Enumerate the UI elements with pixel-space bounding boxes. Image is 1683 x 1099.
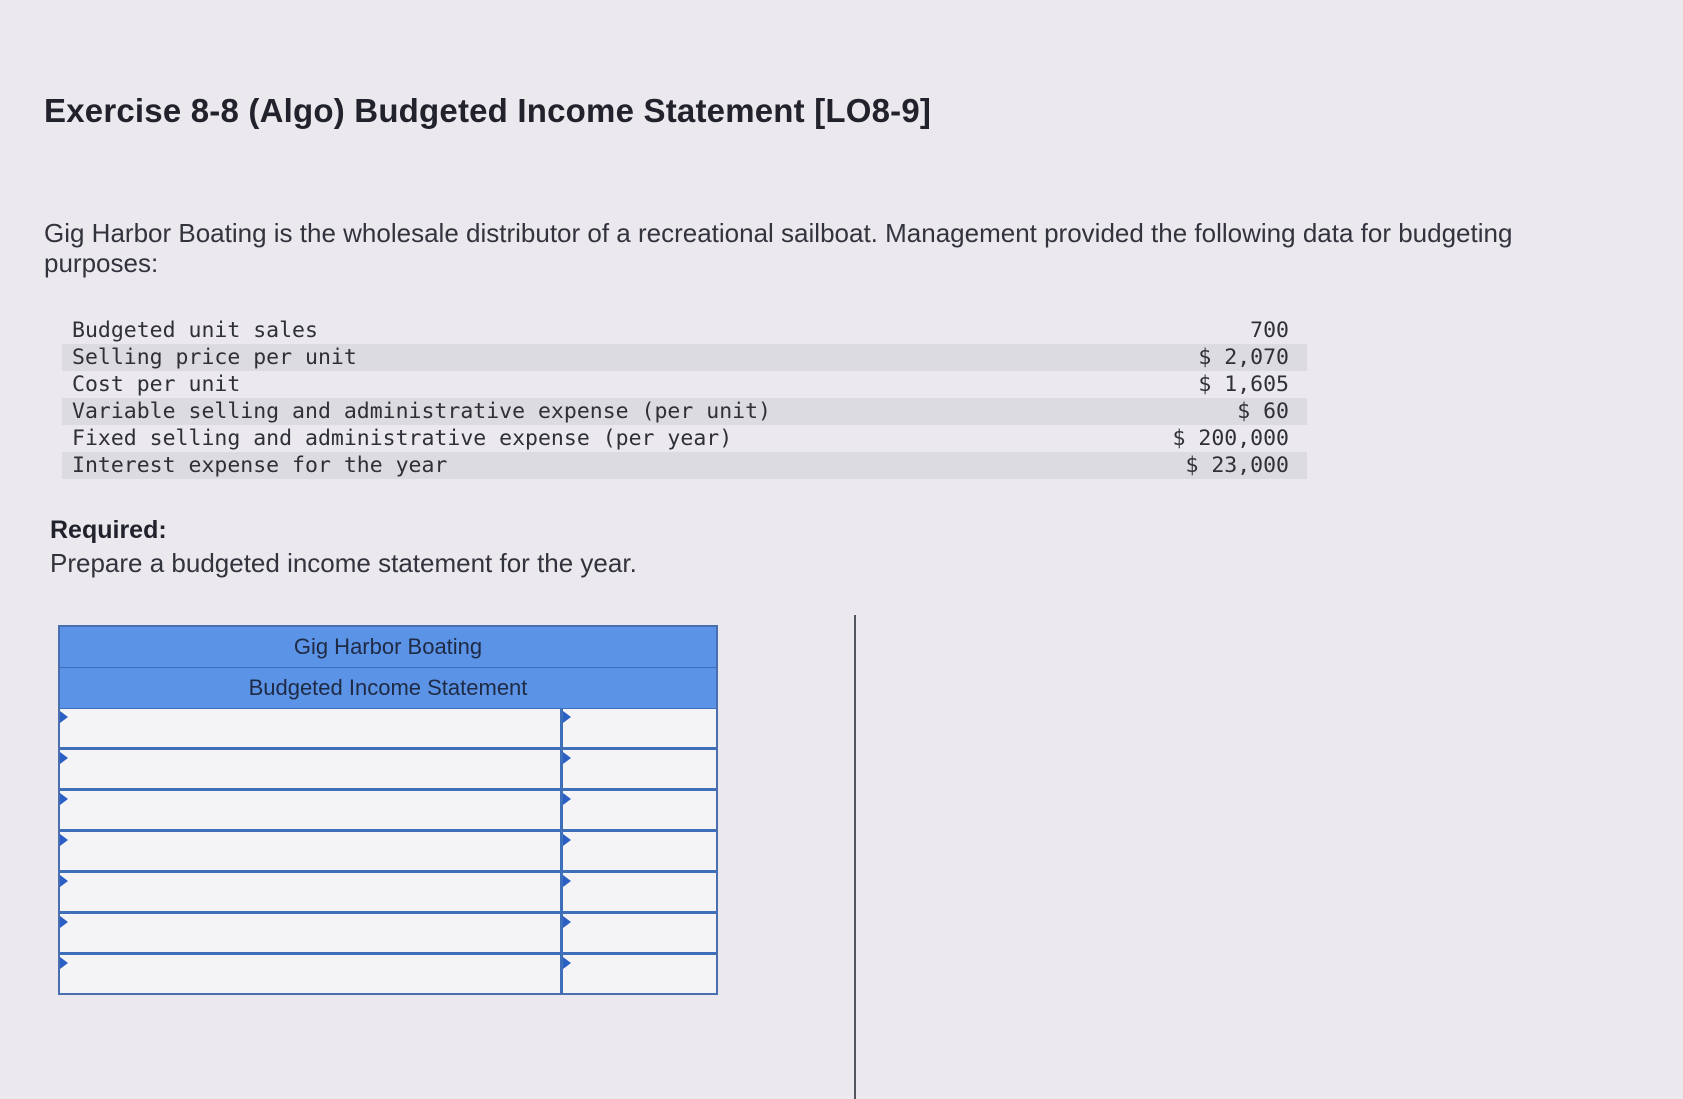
data-row-value: 700 xyxy=(1250,318,1289,343)
income-statement-worksheet xyxy=(58,625,718,995)
row-marker-icon xyxy=(60,834,68,846)
row-marker-icon xyxy=(60,711,68,723)
row-marker-icon xyxy=(60,875,68,887)
data-row xyxy=(62,317,1307,344)
row-marker-icon xyxy=(563,711,571,723)
row-marker-icon xyxy=(563,834,571,846)
statement-label-input[interactable] xyxy=(60,914,563,952)
statement-title: Budgeted Income Statement xyxy=(60,668,716,709)
vertical-divider xyxy=(854,615,856,1099)
statement-amount-input[interactable] xyxy=(563,955,716,993)
data-row-value: $ 60 xyxy=(1237,399,1289,424)
statement-label-input[interactable] xyxy=(60,832,563,870)
data-row-label: Variable selling and administrative expense (per unit) xyxy=(72,399,771,424)
row-marker-icon xyxy=(60,793,68,805)
data-row-value: $ 23,000 xyxy=(1185,453,1289,478)
statement-company-name: Gig Harbor Boating xyxy=(60,627,716,668)
statement-row xyxy=(60,709,716,750)
data-row-label: Cost per unit xyxy=(72,372,241,397)
row-marker-icon xyxy=(60,957,68,969)
data-row-label: Interest expense for the year xyxy=(72,453,448,478)
row-marker-icon xyxy=(563,793,571,805)
data-row xyxy=(62,398,1307,425)
problem-intro: Gig Harbor Boating is the wholesale distributor of a recreational sailboat. Management provided the following data for budgeting purposes: xyxy=(44,218,1513,278)
budget-data-table xyxy=(62,317,1307,479)
required-text: Prepare a budgeted income statement for the year. xyxy=(50,548,637,578)
statement-label-input[interactable] xyxy=(60,873,563,911)
required-heading: Required: xyxy=(50,516,167,544)
statement-label-input[interactable] xyxy=(60,791,563,829)
statement-amount-input[interactable] xyxy=(563,914,716,952)
data-row xyxy=(62,425,1307,452)
statement-row xyxy=(60,750,716,791)
statement-amount-input[interactable] xyxy=(563,709,716,747)
data-row xyxy=(62,452,1307,479)
data-row-label: Budgeted unit sales xyxy=(72,318,318,343)
statement-row xyxy=(60,955,716,993)
row-marker-icon xyxy=(60,916,68,928)
data-row xyxy=(62,371,1307,398)
statement-label-input[interactable] xyxy=(60,750,563,788)
data-row-value: $ 2,070 xyxy=(1198,345,1289,370)
data-row xyxy=(62,344,1307,371)
row-marker-icon xyxy=(563,916,571,928)
row-marker-icon xyxy=(563,752,571,764)
row-marker-icon xyxy=(563,875,571,887)
statement-row xyxy=(60,873,716,914)
statement-amount-input[interactable] xyxy=(563,791,716,829)
statement-amount-input[interactable] xyxy=(563,750,716,788)
statement-label-input[interactable] xyxy=(60,709,563,747)
data-row-label: Fixed selling and administrative expense (per year) xyxy=(72,426,733,451)
data-row-value: $ 200,000 xyxy=(1172,426,1289,451)
statement-label-input[interactable] xyxy=(60,955,563,993)
row-marker-icon xyxy=(563,957,571,969)
row-marker-icon xyxy=(60,752,68,764)
data-row-value: $ 1,605 xyxy=(1198,372,1289,397)
page-title: Exercise 8-8 (Algo) Budgeted Income Statement [LO8-9] xyxy=(44,92,932,129)
statement-row xyxy=(60,791,716,832)
statement-amount-input[interactable] xyxy=(563,873,716,911)
statement-row xyxy=(60,832,716,873)
data-row-label: Selling price per unit xyxy=(72,345,357,370)
statement-amount-input[interactable] xyxy=(563,832,716,870)
statement-row xyxy=(60,914,716,955)
